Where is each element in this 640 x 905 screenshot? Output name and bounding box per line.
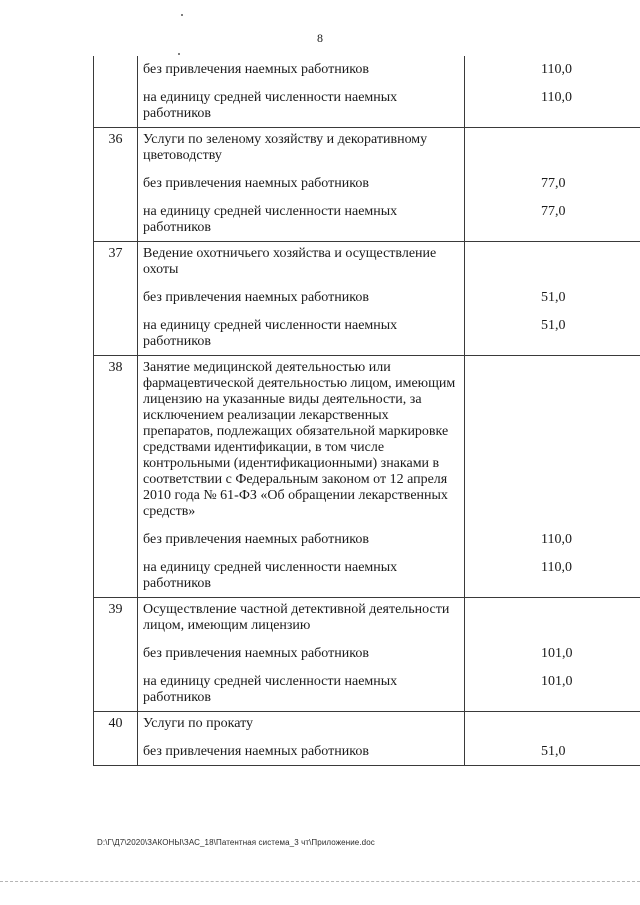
activity-title: Осуществление частной детективной деятельности лицом, имеющим лицензию — [138, 598, 465, 643]
table-row — [94, 642, 640, 670]
scan-edge-line — [0, 881, 640, 882]
table-row-group-36 — [94, 128, 640, 173]
table-row — [94, 670, 640, 712]
scan-speck — [178, 53, 180, 55]
activity-title: Услуги по прокату — [138, 712, 465, 741]
row-value: 51,0 — [465, 286, 640, 314]
row-number: 38 — [94, 356, 138, 529]
table-row — [94, 314, 640, 356]
row-label: без привлечения наемных работников — [138, 56, 465, 86]
row-label: на единицу средней численности наемных работников — [138, 314, 465, 356]
row-value: 110,0 — [465, 556, 640, 598]
table-row-group-39 — [94, 598, 640, 643]
row-value: 51,0 — [465, 740, 640, 766]
page-number: 8 — [317, 31, 323, 45]
row-label: на единицу средней численности наемных работников — [138, 670, 465, 712]
table-row — [94, 740, 640, 766]
row-label: без привлечения наемных работников — [138, 286, 465, 314]
activity-title: Ведение охотничьего хозяйства и осуществление охоты — [138, 242, 465, 287]
scan-speck — [181, 14, 183, 16]
row-number: 40 — [94, 712, 138, 741]
table-row — [94, 172, 640, 200]
row-number: 37 — [94, 242, 138, 287]
table-row — [94, 528, 640, 556]
row-value: 110,0 — [465, 56, 640, 86]
row-number: 36 — [94, 128, 138, 173]
row-number — [94, 56, 138, 86]
row-label: без привлечения наемных работников — [138, 642, 465, 670]
table-row — [94, 86, 640, 128]
row-label: без привлечения наемных работников — [138, 528, 465, 556]
table-row-group-38 — [94, 356, 640, 529]
table-row-group-37 — [94, 242, 640, 287]
table-row — [94, 200, 640, 242]
table-row — [94, 286, 640, 314]
row-value: 110,0 — [465, 86, 640, 128]
row-number: 39 — [94, 598, 138, 643]
row-label: без привлечения наемных работников — [138, 172, 465, 200]
table-row-group-40 — [94, 712, 640, 741]
patent-tax-table — [93, 56, 640, 766]
row-value: 77,0 — [465, 172, 640, 200]
table-row — [94, 56, 640, 86]
file-path-footer: D:\Г\Д7\2020\ЗАКОНЫ\ЗАС_18\Патентная система_3 чт\Приложение.doc — [97, 838, 375, 847]
row-label: на единицу средней численности наемных работников — [138, 86, 465, 128]
table-row — [94, 556, 640, 598]
row-value: 77,0 — [465, 200, 640, 242]
row-value: 51,0 — [465, 314, 640, 356]
row-label: без привлечения наемных работников — [138, 740, 465, 766]
activity-title: Занятие медицинской деятельностью или фармацевтической деятельностью лицом, имеющим лицензию на указанные виды деятельности, за исключением реализации лекарственных препаратов, подлежащих обязательной маркировке средствами идентификации, в том числе контрольными (идентификационными) знаками в соответствии с Федеральным законом от 12 апреля 2010 года № 61-ФЗ «Об обращении лекарственных средств» — [138, 356, 465, 529]
row-label: на единицу средней численности наемных работников — [138, 556, 465, 598]
row-value: 101,0 — [465, 642, 640, 670]
activity-title: Услуги по зеленому хозяйству и декоративному цветоводству — [138, 128, 465, 173]
row-value: 110,0 — [465, 528, 640, 556]
row-label: на единицу средней численности наемных работников — [138, 200, 465, 242]
row-value: 101,0 — [465, 670, 640, 712]
